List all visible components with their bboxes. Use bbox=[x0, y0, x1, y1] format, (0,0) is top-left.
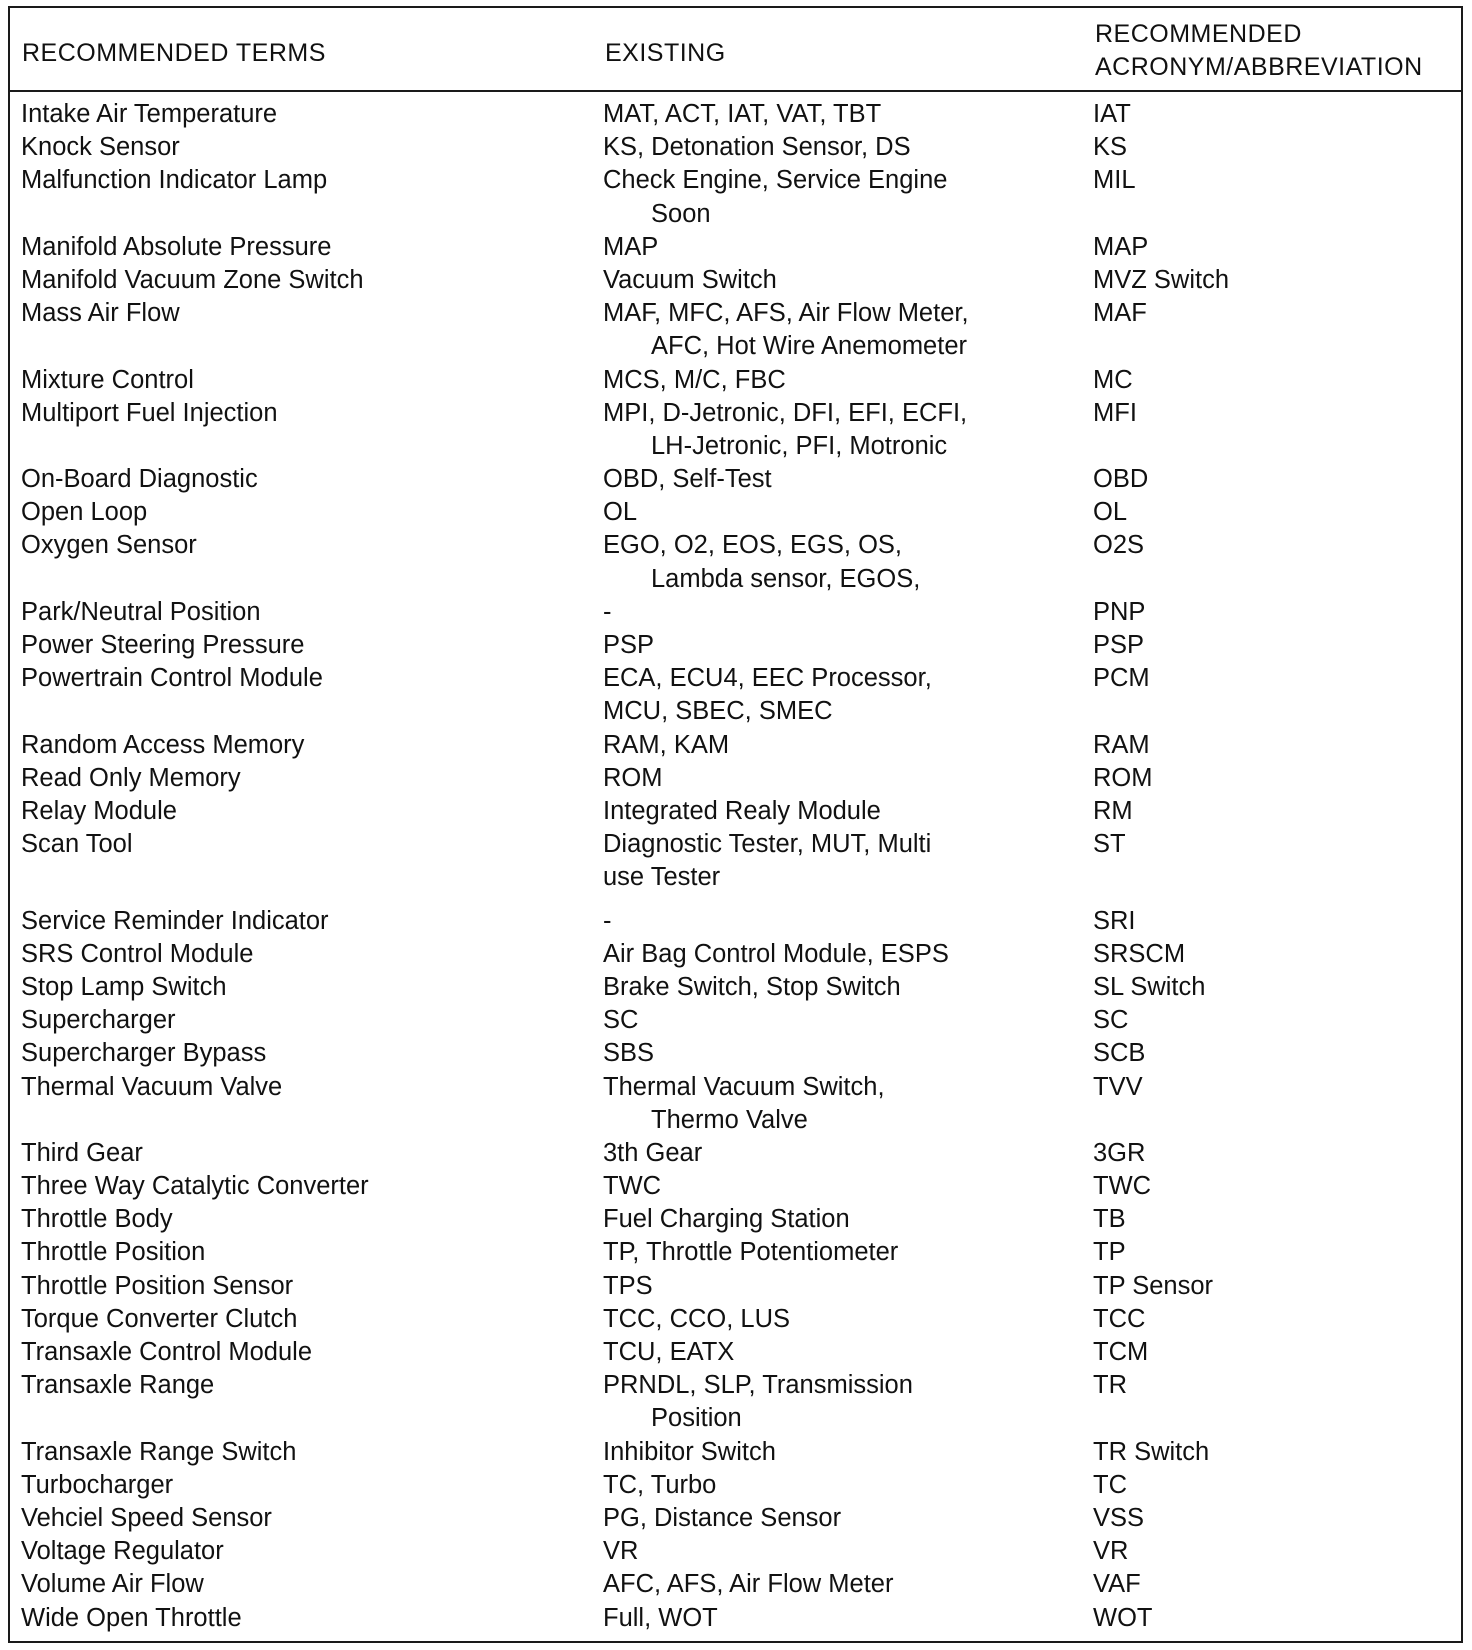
cell-existing bbox=[603, 905, 1023, 938]
table-row bbox=[10, 131, 1461, 164]
table-row bbox=[10, 1071, 1461, 1137]
cell-existing bbox=[603, 629, 1023, 662]
cell-term: Thermal Vacuum Valve bbox=[21, 1072, 283, 1101]
table-row bbox=[10, 596, 1461, 629]
cell-term: Voltage Regulator bbox=[21, 1537, 224, 1566]
cell-existing bbox=[603, 529, 1023, 595]
cell-term: Stop Lamp Switch bbox=[21, 972, 227, 1001]
existing-line: TCU, EATX bbox=[603, 1338, 735, 1367]
existing-line: Thermo Valve bbox=[651, 1105, 808, 1134]
cell-existing bbox=[603, 1037, 1023, 1070]
table-row bbox=[10, 1436, 1461, 1469]
cell-existing bbox=[603, 1535, 1023, 1568]
table-row bbox=[10, 1602, 1461, 1635]
cell-term: Park/Neutral Position bbox=[21, 597, 261, 626]
cell-existing bbox=[603, 938, 1023, 971]
existing-line: RAM, KAM bbox=[603, 730, 730, 759]
cell-term: Supercharger bbox=[21, 1006, 176, 1035]
existing-line: AFC, Hot Wire Anemometer bbox=[651, 332, 967, 361]
cell-acronym: ST bbox=[1093, 830, 1126, 859]
cell-existing bbox=[603, 397, 1023, 463]
table-row bbox=[10, 1236, 1461, 1269]
existing-line: Diagnostic Tester, MUT, Multi bbox=[603, 830, 932, 859]
cell-acronym: TWC bbox=[1093, 1172, 1152, 1201]
cell-existing bbox=[603, 1170, 1023, 1203]
header-acronym-line1: RECOMMENDED bbox=[1095, 20, 1302, 48]
cell-acronym: TB bbox=[1093, 1205, 1126, 1234]
cell-term: Powertrain Control Module bbox=[21, 664, 323, 693]
existing-line: TWC bbox=[603, 1172, 662, 1201]
existing-line: KS, Detonation Sensor, DS bbox=[603, 133, 911, 162]
existing-line: PSP bbox=[603, 631, 655, 660]
existing-line: Vacuum Switch bbox=[603, 265, 777, 294]
existing-line: PG, Distance Sensor bbox=[603, 1504, 842, 1532]
cell-acronym: SC bbox=[1093, 1006, 1129, 1035]
existing-line: MAT, ACT, IAT, VAT, TBT bbox=[603, 100, 882, 128]
cell-term: Transaxle Control Module bbox=[21, 1338, 313, 1367]
cell-existing bbox=[603, 1071, 1023, 1137]
existing-line: MAP bbox=[603, 232, 659, 261]
cell-term: Third Gear bbox=[21, 1138, 143, 1167]
table-row bbox=[10, 164, 1461, 230]
cell-acronym: TVV bbox=[1093, 1072, 1143, 1101]
cell-existing bbox=[603, 1303, 1023, 1336]
cell-existing bbox=[603, 1004, 1023, 1037]
cell-existing bbox=[603, 1469, 1023, 1502]
existing-line: Integrated Realy Module bbox=[603, 797, 881, 826]
cell-acronym: TC bbox=[1093, 1470, 1127, 1499]
cell-acronym: SCB bbox=[1093, 1039, 1146, 1068]
cell-term: Vehciel Speed Sensor bbox=[21, 1504, 272, 1532]
cell-acronym: MFI bbox=[1093, 398, 1137, 427]
existing-line: 3th Gear bbox=[603, 1138, 703, 1167]
cell-acronym: TCC bbox=[1093, 1304, 1146, 1333]
cell-existing bbox=[603, 795, 1023, 828]
cell-acronym: RAM bbox=[1093, 730, 1150, 759]
table-row bbox=[10, 98, 1461, 131]
table-row bbox=[10, 795, 1461, 828]
table-row bbox=[10, 1469, 1461, 1502]
cell-term: Open Loop bbox=[21, 498, 148, 527]
cell-acronym: VSS bbox=[1093, 1504, 1145, 1532]
cell-existing bbox=[603, 496, 1023, 529]
cell-acronym: PNP bbox=[1093, 597, 1146, 626]
cell-term: Turbocharger bbox=[21, 1470, 174, 1499]
existing-line: TPS bbox=[603, 1271, 653, 1300]
cell-term: Malfunction Indicator Lamp bbox=[21, 166, 328, 195]
cell-term: Wide Open Throttle bbox=[21, 1603, 242, 1632]
cell-existing bbox=[603, 1336, 1023, 1369]
existing-line: VR bbox=[603, 1537, 639, 1566]
existing-line: MAF, MFC, AFS, Air Flow Meter, bbox=[603, 299, 969, 328]
cell-existing bbox=[603, 971, 1023, 1004]
cell-existing bbox=[603, 1203, 1023, 1236]
cell-term: Supercharger Bypass bbox=[21, 1039, 267, 1068]
table-row bbox=[10, 729, 1461, 762]
cell-term: On-Board Diagnostic bbox=[21, 465, 258, 494]
cell-acronym: KS bbox=[1093, 133, 1128, 162]
table-body bbox=[10, 98, 1461, 1635]
table-row bbox=[10, 1502, 1461, 1535]
existing-line: EGO, O2, EOS, EGS, OS, bbox=[603, 531, 903, 560]
cell-term: Torque Converter Clutch bbox=[21, 1304, 298, 1333]
cell-existing bbox=[603, 1436, 1023, 1469]
cell-existing bbox=[603, 264, 1023, 297]
table-row bbox=[10, 529, 1461, 595]
cell-acronym: PCM bbox=[1093, 664, 1150, 693]
cell-acronym: MAF bbox=[1093, 299, 1147, 328]
cell-term: Throttle Position Sensor bbox=[21, 1271, 294, 1300]
existing-line: SBS bbox=[603, 1039, 655, 1068]
table-row bbox=[10, 1535, 1461, 1568]
cell-term: Mixture Control bbox=[21, 365, 194, 394]
existing-line: Lambda sensor, EGOS, bbox=[651, 564, 921, 593]
cell-acronym: MAP bbox=[1093, 232, 1149, 261]
cell-term: Oxygen Sensor bbox=[21, 531, 197, 560]
cell-existing bbox=[603, 297, 1023, 363]
cell-acronym: TR bbox=[1093, 1371, 1127, 1400]
cell-existing bbox=[603, 231, 1023, 264]
cell-acronym: OL bbox=[1093, 498, 1128, 527]
existing-line: - bbox=[603, 597, 612, 626]
existing-line: AFC, AFS, Air Flow Meter bbox=[603, 1570, 894, 1599]
table-row bbox=[10, 905, 1461, 938]
cell-term: Throttle Body bbox=[21, 1205, 173, 1234]
cell-term: Read Only Memory bbox=[21, 763, 241, 792]
cell-existing bbox=[603, 762, 1023, 795]
acronym-table bbox=[8, 6, 1463, 1643]
cell-existing bbox=[603, 1568, 1023, 1601]
table-row bbox=[10, 264, 1461, 297]
cell-term: Three Way Catalytic Converter bbox=[21, 1172, 369, 1201]
existing-line: ECA, ECU4, EEC Processor, bbox=[603, 664, 932, 693]
cell-acronym: RM bbox=[1093, 797, 1133, 826]
existing-line: OL bbox=[603, 498, 638, 527]
cell-acronym: TP bbox=[1093, 1238, 1126, 1267]
cell-existing bbox=[603, 1602, 1023, 1635]
table-row bbox=[10, 1303, 1461, 1336]
cell-term: Throttle Position bbox=[21, 1238, 206, 1267]
existing-line: PRNDL, SLP, Transmission bbox=[603, 1371, 913, 1400]
existing-line: use Tester bbox=[603, 863, 721, 892]
existing-line: Inhibitor Switch bbox=[603, 1437, 776, 1466]
table-row bbox=[10, 231, 1461, 264]
existing-line: TP, Throttle Potentiometer bbox=[603, 1238, 899, 1267]
cell-existing bbox=[603, 596, 1023, 629]
table-row bbox=[10, 364, 1461, 397]
table-row bbox=[10, 496, 1461, 529]
cell-acronym: O2S bbox=[1093, 531, 1145, 560]
table-row bbox=[10, 629, 1461, 662]
table-row bbox=[10, 1336, 1461, 1369]
table-row bbox=[10, 1270, 1461, 1303]
cell-term: Relay Module bbox=[21, 797, 177, 826]
cell-acronym: MIL bbox=[1093, 166, 1136, 195]
existing-line: Soon bbox=[651, 199, 711, 228]
existing-line: OBD, Self-Test bbox=[603, 465, 772, 494]
cell-acronym: OBD bbox=[1093, 465, 1149, 494]
cell-acronym: MVZ Switch bbox=[1093, 265, 1230, 294]
table-row bbox=[10, 971, 1461, 1004]
header-existing: EXISTING bbox=[605, 39, 726, 67]
cell-existing bbox=[603, 662, 1023, 728]
existing-line: ROM bbox=[603, 763, 663, 792]
cell-acronym: TR Switch bbox=[1093, 1437, 1210, 1466]
cell-term: Scan Tool bbox=[21, 830, 133, 859]
cell-existing bbox=[603, 364, 1023, 397]
header-recommended-acronym bbox=[1095, 18, 1423, 84]
cell-term: Multiport Fuel Injection bbox=[21, 398, 278, 427]
cell-acronym: ROM bbox=[1093, 763, 1153, 792]
table-row bbox=[10, 1137, 1461, 1170]
table-row bbox=[10, 1369, 1461, 1435]
cell-term: Service Reminder Indicator bbox=[21, 906, 329, 935]
table-row bbox=[10, 1004, 1461, 1037]
cell-term: Manifold Absolute Pressure bbox=[21, 232, 332, 261]
existing-line: - bbox=[603, 906, 612, 935]
table-row bbox=[10, 762, 1461, 795]
cell-existing bbox=[603, 1270, 1023, 1303]
cell-acronym: VR bbox=[1093, 1537, 1129, 1566]
existing-line: TC, Turbo bbox=[603, 1470, 717, 1499]
existing-line: Full, WOT bbox=[603, 1603, 718, 1632]
cell-existing bbox=[603, 463, 1023, 496]
existing-line: MPI, D-Jetronic, DFI, EFI, ECFI, bbox=[603, 398, 968, 427]
cell-acronym: TCM bbox=[1093, 1338, 1149, 1367]
header-recommended-terms: RECOMMENDED TERMS bbox=[22, 39, 326, 67]
cell-term: Volume Air Flow bbox=[21, 1570, 204, 1599]
cell-term: SRS Control Module bbox=[21, 939, 254, 968]
cell-acronym: SRSCM bbox=[1093, 939, 1186, 968]
table-row bbox=[10, 1170, 1461, 1203]
cell-term: Mass Air Flow bbox=[21, 299, 180, 328]
cell-acronym: SRI bbox=[1093, 906, 1136, 935]
cell-acronym: VAF bbox=[1093, 1570, 1141, 1599]
table-row bbox=[10, 397, 1461, 463]
cell-existing bbox=[603, 1236, 1023, 1269]
cell-acronym: WOT bbox=[1093, 1603, 1153, 1632]
existing-line: MCU, SBEC, SMEC bbox=[603, 697, 833, 726]
cell-term: Random Access Memory bbox=[21, 730, 305, 759]
existing-line: MCS, M/C, FBC bbox=[603, 365, 786, 394]
cell-term: Transaxle Range Switch bbox=[21, 1437, 297, 1466]
cell-acronym: 3GR bbox=[1093, 1138, 1146, 1167]
cell-term: Knock Sensor bbox=[21, 133, 180, 162]
existing-line: Thermal Vacuum Switch, bbox=[603, 1072, 885, 1101]
cell-existing bbox=[603, 1369, 1023, 1435]
table-row bbox=[10, 297, 1461, 363]
table-row bbox=[10, 1568, 1461, 1601]
table-row bbox=[10, 662, 1461, 728]
cell-acronym: SL Switch bbox=[1093, 972, 1206, 1001]
cell-term: Power Steering Pressure bbox=[21, 631, 305, 660]
cell-acronym: IAT bbox=[1093, 100, 1131, 128]
header-acronym-line2: ACRONYM/ABBREVIATION bbox=[1095, 53, 1423, 81]
table-row bbox=[10, 1037, 1461, 1070]
cell-acronym: TP Sensor bbox=[1093, 1271, 1214, 1300]
cell-acronym: MC bbox=[1093, 365, 1133, 394]
table-row bbox=[10, 1203, 1461, 1236]
cell-existing bbox=[603, 729, 1023, 762]
cell-existing bbox=[603, 828, 1023, 894]
cell-term: Intake Air Temperature bbox=[21, 100, 278, 128]
existing-line: LH-Jetronic, PFI, Motronic bbox=[651, 431, 948, 460]
existing-line: Position bbox=[651, 1404, 742, 1433]
existing-line: Fuel Charging Station bbox=[603, 1205, 850, 1234]
cell-existing bbox=[603, 131, 1023, 164]
cell-term: Manifold Vacuum Zone Switch bbox=[21, 265, 364, 294]
table-row bbox=[10, 463, 1461, 496]
cell-term: Transaxle Range bbox=[21, 1371, 215, 1400]
existing-line: Air Bag Control Module, ESPS bbox=[603, 939, 949, 968]
cell-existing bbox=[603, 1502, 1023, 1535]
existing-line: Check Engine, Service Engine bbox=[603, 166, 948, 195]
table-header bbox=[10, 8, 1461, 92]
existing-line: SC bbox=[603, 1006, 639, 1035]
table-row bbox=[10, 828, 1461, 904]
cell-acronym: PSP bbox=[1093, 631, 1145, 660]
existing-line: Brake Switch, Stop Switch bbox=[603, 972, 901, 1001]
cell-existing bbox=[603, 164, 1023, 230]
cell-existing bbox=[603, 98, 1023, 131]
existing-line: TCC, CCO, LUS bbox=[603, 1304, 791, 1333]
cell-existing bbox=[603, 1137, 1023, 1170]
table-row bbox=[10, 938, 1461, 971]
